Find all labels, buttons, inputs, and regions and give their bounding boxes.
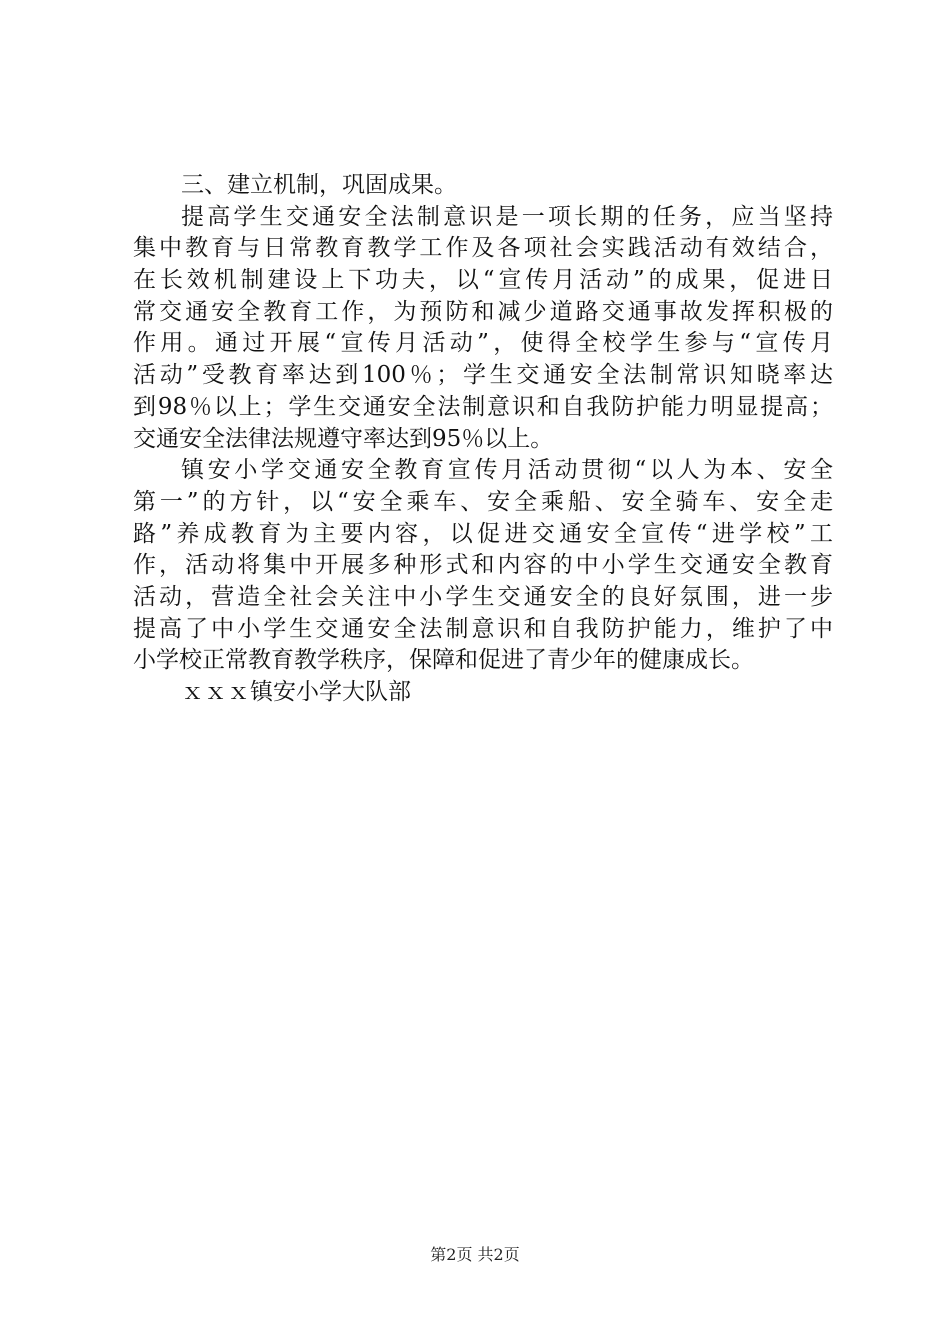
document-body: [133, 170, 833, 709]
document-line: 作用。通过开展“宣传月活动”，使得全校学生参与“宣传月: [133, 330, 833, 357]
document-line: 活动，营造全社会关注中小学生交通安全的良好氛围，进一步: [133, 583, 833, 610]
document-line: 提高了中小学生交通安全法制意识和自我防护能力，维护了中: [133, 615, 833, 642]
document-line: 活动”受教育率达到100％；学生交通安全法制常识知晓率达: [133, 362, 833, 389]
document-line: 小学校正常教育教学秩序，保障和促进了青少年的健康成长。: [133, 647, 754, 674]
document-line: 三、建立机制，巩固成果。: [181, 172, 457, 198]
document-line: 作，活动将集中开展多种形式和内容的中小学生交通安全教育: [133, 552, 833, 579]
document-line: 提高学生交通安全法制意识是一项长期的任务，应当坚持: [181, 203, 833, 230]
document-line: 集中教育与日常教育教学工作及各项社会实践活动有效结合，: [133, 235, 833, 262]
document-line: 常交通安全教育工作，为预防和减少道路交通事故发挥积极的: [133, 298, 833, 325]
document-line: 交通安全法律法规遵守率达到95％以上。: [133, 425, 554, 452]
document-line: 镇安小学交通安全教育宣传月活动贯彻“以人为本、安全: [181, 457, 833, 484]
document-line: 路”养成教育为主要内容，以促进交通安全宣传“进学校”工: [133, 520, 833, 547]
document-line: 到98％以上；学生交通安全法制意识和自我防护能力明显提高；: [133, 393, 833, 420]
page-footer: 第2页 共2页: [430, 1245, 520, 1264]
document-line: 第一”的方针，以“安全乘车、安全乘船、安全骑车、安全走: [133, 488, 833, 515]
document-line: 在长效机制建设上下功夫，以“宣传月活动”的成果，促进日: [133, 267, 833, 294]
document-line: ｘｘｘ镇安小学大队部: [181, 679, 411, 705]
